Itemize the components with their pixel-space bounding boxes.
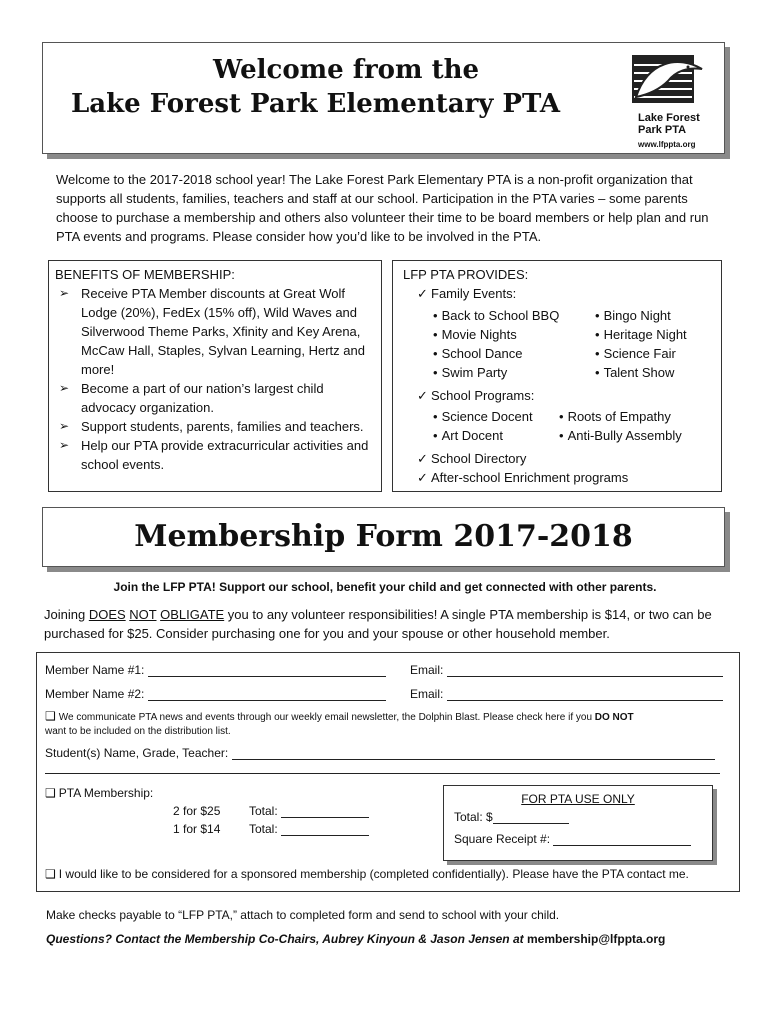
joining-pre: Joining (44, 607, 89, 622)
directory-label: School Directory (431, 451, 527, 466)
office-heading: FOR PTA USE ONLY (521, 792, 635, 806)
benefit-item: ➢ Receive PTA Member discounts at Great Wolf Lodge (20%), FedEx (15% off), Wild Waves and Silverwood Theme Parks, Xfinity and Key Arena, McCaw Hall, Staples, Sylvan Learning, Hertz and more! (35, 284, 375, 379)
member1-label: Member Name #1: (45, 663, 145, 677)
program-item: • Roots of Empathy (559, 407, 682, 426)
check-icon: ✓ (417, 388, 428, 403)
option1-qty: 2 for $25 (173, 804, 221, 818)
member2-input[interactable] (148, 687, 386, 701)
joining-obligate: OBLIGATE (160, 607, 225, 622)
check-icon: ✓ (417, 451, 428, 466)
option1-total-label: Total: (249, 804, 278, 818)
benefits-box (48, 260, 382, 492)
newsletter-bold: DO NOT (594, 712, 634, 723)
member1-row (45, 663, 386, 677)
newsletter-row (45, 709, 735, 739)
office-total-row (454, 810, 712, 824)
check-icon: ✓ (417, 286, 428, 301)
option1-total (249, 804, 369, 818)
students-input-line2[interactable] (45, 760, 720, 774)
joining-post: you to any volunteer responsibilities! A single PTA membership is $14, or two can be purchased for $25. Consider purchasing one for you and your spouse or other household member. (44, 607, 712, 641)
program-item: • Art Docent (433, 426, 559, 445)
students-row (45, 746, 715, 760)
provides-box (392, 260, 722, 492)
questions-line (46, 932, 665, 946)
email2-input[interactable] (447, 687, 723, 701)
newsletter-text: We communicate PTA news and events through our weekly email newsletter, the Dolphin Blast. Please check here if you (58, 712, 595, 723)
benefits-list (35, 284, 375, 474)
event-item: • Heritage Night (595, 325, 687, 344)
membership-row (45, 786, 153, 800)
option2-qty: 1 for $14 (173, 822, 221, 836)
join-line: Join the LFP PTA! Support our school, benefit your child and get connected with other parents. (113, 580, 657, 594)
program-item: • Science Docent (433, 407, 559, 426)
questions-text: Questions? Contact the Membership Co-Chairs, Aubrey Kinyoun & Jason Jensen at (46, 932, 524, 946)
membership-email-link[interactable]: membership@lfppta.org (526, 932, 666, 946)
dolphin-logo-icon (628, 51, 706, 107)
membership-checkbox[interactable] (45, 786, 59, 800)
form-title: Membership Form 2017-2018 (134, 519, 633, 554)
joining-paragraph (44, 605, 724, 643)
membership-form-box (36, 652, 740, 892)
email2-label: Email: (410, 687, 444, 701)
email1-row (410, 663, 723, 677)
benefit-item: ➢ Support students, parents, families and teachers. (35, 417, 375, 436)
option2-total-input[interactable] (281, 822, 369, 836)
logo-text-line2: Park PTA (638, 124, 687, 136)
students-label: Student(s) Name, Grade, Teacher: (45, 746, 229, 760)
email1-input[interactable] (447, 663, 723, 677)
event-item: • Back to School BBQ (433, 306, 595, 325)
office-use-box (443, 785, 713, 861)
joining-not: NOT (129, 607, 157, 622)
sponsored-checkbox[interactable] (45, 867, 59, 881)
program-item: • Anti-Bully Assembly (559, 426, 682, 445)
event-item: • Swim Party (433, 363, 595, 382)
office-total-input[interactable] (493, 810, 569, 824)
logo-text-line1: Lake Forest (638, 112, 700, 124)
office-receipt-row (454, 832, 712, 846)
students-input[interactable] (232, 746, 715, 760)
benefit-item: ➢ Become a part of our nation’s largest child advocacy organization. (35, 379, 375, 417)
newsletter-checkbox[interactable] (45, 712, 59, 723)
office-receipt-label: Square Receipt #: (454, 832, 551, 846)
event-item: • School Dance (433, 344, 595, 363)
member2-row (45, 687, 386, 701)
check-icon: ✓ (417, 470, 428, 485)
email2-row (410, 687, 723, 701)
event-item: • Bingo Night (595, 306, 687, 325)
form-title-box (42, 507, 725, 567)
office-receipt-input[interactable] (553, 832, 691, 846)
page-title-line2: Lake Forest Park Elementary PTA (71, 89, 561, 119)
membership-label: PTA Membership: (58, 786, 154, 800)
family-events-label: Family Events: (431, 286, 517, 301)
after-school-label: After-school Enrichment programs (431, 470, 629, 485)
event-item: • Talent Show (595, 363, 687, 382)
pta-logo (628, 51, 708, 147)
benefits-heading: BENEFITS OF MEMBERSHIP: (55, 267, 235, 282)
intro-paragraph: Welcome to the 2017-2018 school year! The Lake Forest Park Elementary PTA is a non-profit organization that supports all students, families, teachers and staff at our school. Participation in the PTA varies – some parents choose to purchase a membership and others also volunteer their time to be board members or help plan and run PTA events and programs. Please consider how you’d like to be involved in the PTA. (56, 172, 709, 244)
email1-label: Email: (410, 663, 444, 677)
sponsored-text: I would like to be considered for a sponsored membership (completed confidentially). Please have the PTA contact me. (58, 867, 689, 881)
member2-label: Member Name #2: (45, 687, 145, 701)
event-item: • Science Fair (595, 344, 687, 363)
office-total-label: Total: $ (454, 810, 493, 824)
option1-total-input[interactable] (281, 804, 369, 818)
checks-payable: Make checks payable to “LFP PTA,” attach to completed form and send to school with your child. (46, 908, 560, 922)
benefit-item: ➢ Help our PTA provide extracurricular activities and school events. (35, 436, 375, 474)
joining-does: DOES (88, 607, 126, 622)
member1-input[interactable] (148, 663, 386, 677)
event-item: • Movie Nights (433, 325, 595, 344)
option2-total-label: Total: (249, 822, 278, 836)
page-title-line1: Welcome from the (213, 55, 480, 85)
option2-total (249, 822, 369, 836)
newsletter-tail: want to be included on the distribution list. (45, 726, 231, 737)
logo-url: www.lfppta.org (638, 140, 696, 149)
header-box (42, 42, 725, 154)
sponsored-row (45, 867, 689, 881)
provides-heading: LFP PTA PROVIDES: (403, 267, 529, 282)
school-programs-label: School Programs: (431, 388, 535, 403)
